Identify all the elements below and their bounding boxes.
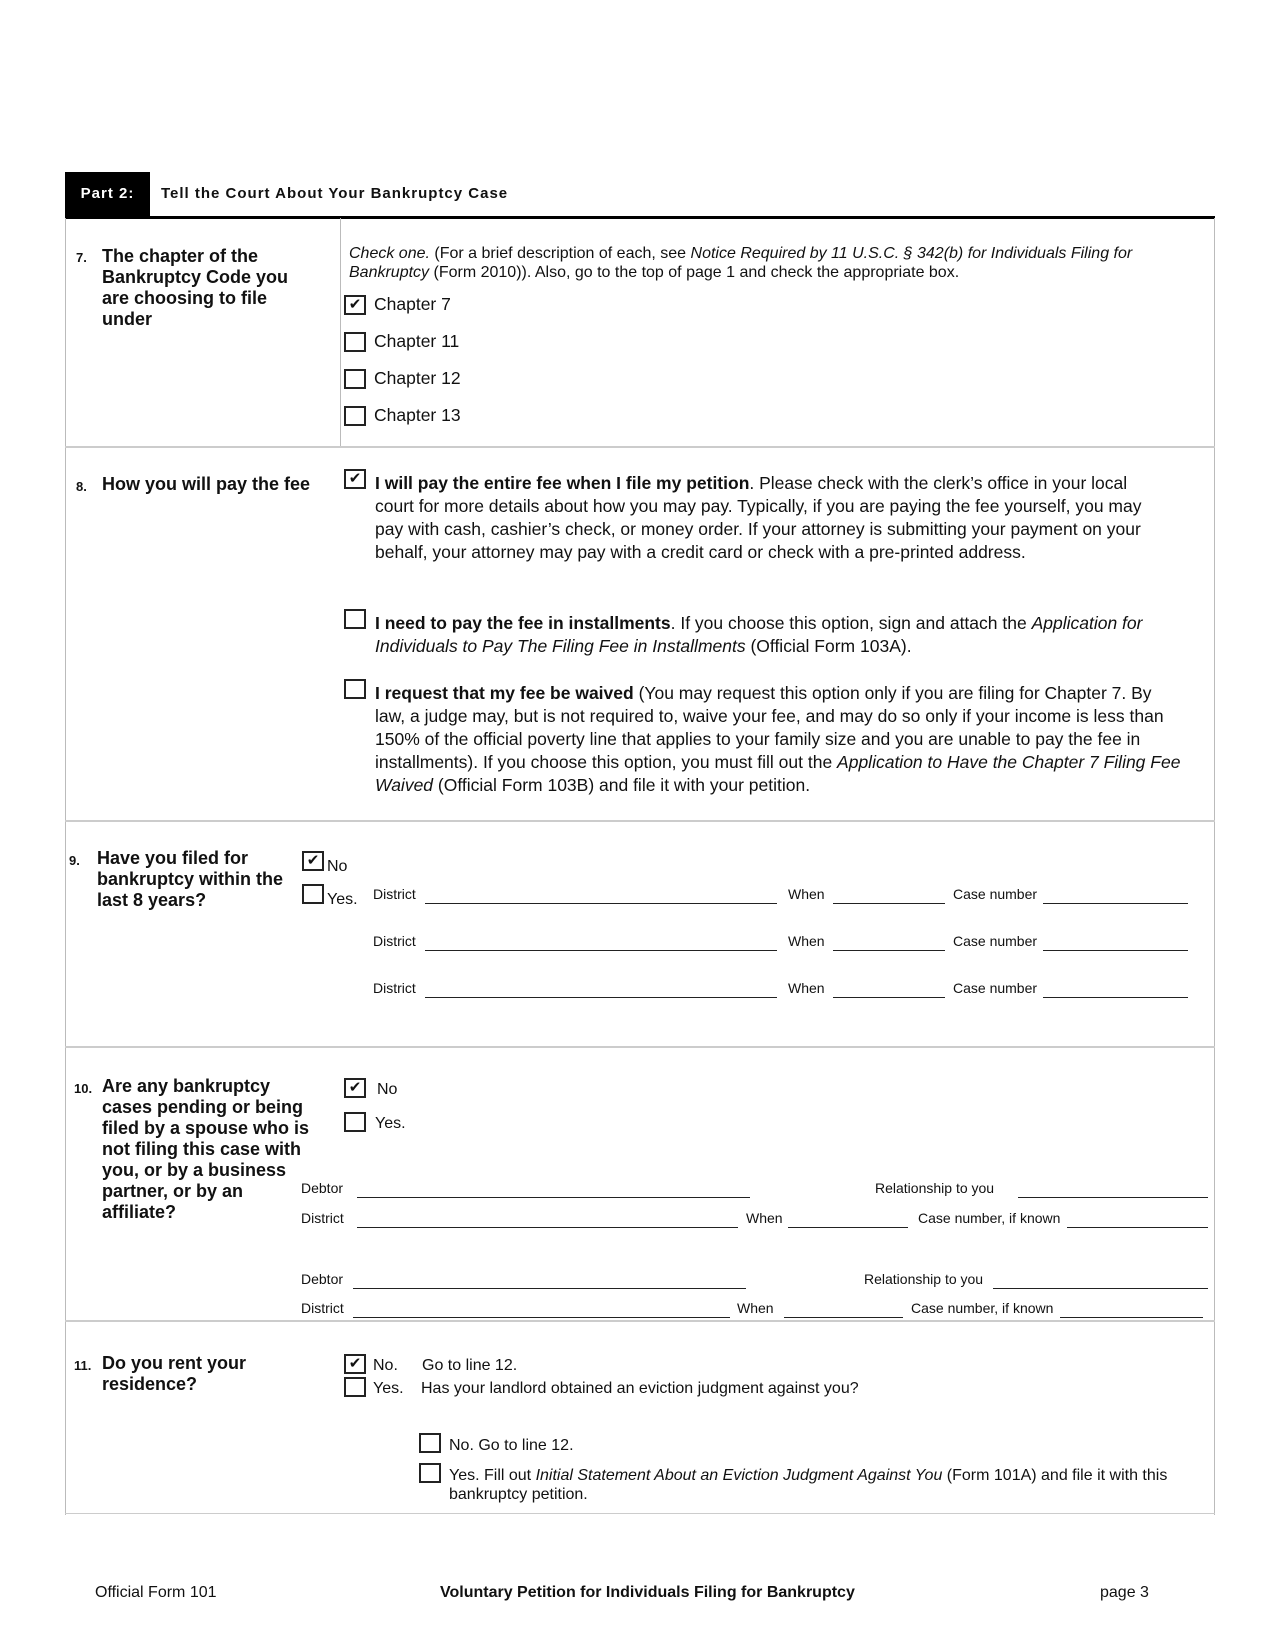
column-divider xyxy=(340,218,341,448)
part-label: Part 2: xyxy=(65,172,150,216)
eviction-no-label: No. Go to line 12. xyxy=(449,1437,574,1454)
chapter-13-label: Chapter 13 xyxy=(374,405,461,425)
pay-installments-text: I need to pay the fee in installments. If you choose this option, sign and attach the Application for Individuals to Pay The Filing Fee in Installments (Official Form 103A). xyxy=(375,613,1143,656)
fee-waived-text: I request that my fee be waived (You may request this option only if you are filing for Chapter 7. By law, a judge may, but is not required to, waive your fee, and may do so only if your income is less than 150% of the official poverty line that applies to your family size and you are unable to pay the fee in installments). If you choose this option, you must fill out the Application to Have the Chapter 7 Filing Fee Waived (Official Form 103B) and file it with your petition. xyxy=(375,683,1181,795)
part-header xyxy=(65,172,1215,219)
q9-district-label: District xyxy=(373,980,416,996)
q9-case-field[interactable] xyxy=(1043,996,1188,998)
chapter-12-checkbox[interactable] xyxy=(344,369,366,389)
q9-district-label: District xyxy=(373,933,416,949)
q9-no-checkbox[interactable]: ✔ xyxy=(302,851,324,871)
q10-relationship-field[interactable] xyxy=(993,1287,1208,1289)
q10-case-field[interactable] xyxy=(1060,1316,1203,1318)
section-divider xyxy=(65,1513,1215,1514)
pay-full-checkbox[interactable]: ✔ xyxy=(344,469,366,489)
q10-relationship-label: Relationship to you xyxy=(864,1271,984,1287)
q9-case-label: Case number xyxy=(953,980,1038,996)
q11-question: Do you rent your residence? xyxy=(102,1353,247,1394)
chapter-12-label: Chapter 12 xyxy=(374,368,461,388)
q10-when-label: When xyxy=(737,1300,774,1316)
q10-no-label: No xyxy=(377,1081,398,1098)
chapter-7-label: Chapter 7 xyxy=(374,294,451,314)
section-divider xyxy=(65,1046,1215,1048)
pay-full-text: I will pay the entire fee when I file my petition. Please check with the clerk’s office in your local court for more details about how you may pay. Typically, if you are paying the fee yourself, you may pay with cash, cashier’s check, or money order. If your attorney is submitting your payment on your behalf, your attorney may pay with a credit card or check with a pre-printed address. xyxy=(375,473,1142,562)
q9-when-label: When xyxy=(788,886,825,902)
q10-debtor-field[interactable] xyxy=(353,1287,746,1289)
q10-debtor-label: Debtor xyxy=(301,1271,344,1287)
q10-case-field[interactable] xyxy=(1067,1226,1208,1228)
q10-district-label: District xyxy=(301,1300,344,1316)
fee-waived-checkbox[interactable] xyxy=(344,679,366,699)
q11-no-goto: Go to line 12. xyxy=(422,1357,518,1374)
q10-when-label: When xyxy=(746,1210,783,1226)
eviction-yes-checkbox[interactable] xyxy=(419,1463,441,1483)
q9-yes-checkbox[interactable] xyxy=(302,884,324,904)
q9-when-label: When xyxy=(788,933,825,949)
q9-yes-label: Yes. xyxy=(327,891,358,908)
q7-number: 7. xyxy=(76,250,87,265)
q8-question: How you will pay the fee xyxy=(102,474,311,494)
q10-when-field[interactable] xyxy=(784,1316,903,1318)
eviction-no-checkbox[interactable] xyxy=(419,1433,441,1453)
q9-when-label: When xyxy=(788,980,825,996)
footer-form-name: Official Form 101 xyxy=(95,1584,217,1601)
q9-district-field[interactable] xyxy=(425,996,777,998)
section-divider xyxy=(65,820,1215,822)
chapter-11-checkbox[interactable] xyxy=(344,332,366,352)
q7-question: The chapter of the Bankruptcy Code you are choosing to file under xyxy=(102,246,289,329)
q10-debtor-field[interactable] xyxy=(357,1196,750,1198)
q9-case-field[interactable] xyxy=(1043,949,1188,951)
section-divider xyxy=(65,1320,1215,1322)
q9-district-field[interactable] xyxy=(425,902,777,904)
q10-debtor-label: Debtor xyxy=(301,1180,344,1196)
q9-when-field[interactable] xyxy=(833,949,945,951)
pay-installments-checkbox[interactable] xyxy=(344,609,366,629)
q10-district-field[interactable] xyxy=(353,1316,730,1318)
q9-question: Have you filed for bankruptcy within the last 8 years? xyxy=(97,848,284,910)
chapter-11-label: Chapter 11 xyxy=(374,331,460,351)
q9-case-label: Case number xyxy=(953,886,1038,902)
footer-page-number: page 3 xyxy=(1100,1584,1149,1601)
q8-number: 8. xyxy=(76,479,87,494)
check-one: Check one. xyxy=(349,245,430,262)
notice-reference: Notice Required by 11 U.S.C. § 342(b) for Individuals Filing for Bankruptcy xyxy=(349,245,1133,281)
q10-yes-label: Yes. xyxy=(375,1115,406,1132)
q10-relationship-field[interactable] xyxy=(1018,1196,1208,1198)
q11-yes-question: Has your landlord obtained an eviction judgment against you? xyxy=(421,1380,859,1397)
chapter-7-checkbox[interactable]: ✔ xyxy=(344,295,366,315)
q9-district-field[interactable] xyxy=(425,949,777,951)
q10-relationship-label: Relationship to you xyxy=(875,1180,995,1196)
eviction-yes-text: Yes. Fill out Initial Statement About an Eviction Judgment Against You (Form 101A) and file it with this bankruptcy petition. xyxy=(449,1467,1168,1503)
q9-district-label: District xyxy=(373,886,416,902)
footer-title: Voluntary Petition for Individuals Filing for Bankruptcy xyxy=(440,1584,855,1601)
q9-no-label: No xyxy=(327,858,348,875)
q10-district-label: District xyxy=(301,1210,344,1226)
q9-when-field[interactable] xyxy=(833,996,945,998)
q11-number: 11. xyxy=(74,1358,92,1373)
q10-case-label: Case number, if known xyxy=(918,1210,1061,1226)
q11-no-label: No. xyxy=(373,1357,398,1374)
q11-no-checkbox[interactable]: ✔ xyxy=(344,1354,366,1374)
q10-district-field[interactable] xyxy=(357,1226,738,1228)
chapter-13-checkbox[interactable] xyxy=(344,406,366,426)
q10-no-checkbox[interactable]: ✔ xyxy=(344,1078,366,1098)
q7-intro: Check one. (For a brief description of each, see Notice Required by 11 U.S.C. § 342(b) for Individuals Filing for Bankruptcy (Form 2010)). Also, go to the top of page 1 and check the appropriate box. xyxy=(349,245,1133,281)
q9-when-field[interactable] xyxy=(833,902,945,904)
part-title: Tell the Court About Your Bankruptcy Case xyxy=(161,185,509,202)
q10-yes-checkbox[interactable] xyxy=(344,1112,366,1132)
q9-number: 9. xyxy=(69,853,80,868)
q10-question: Are any bankruptcy cases pending or being filed by a spouse who is not filing this case with you, or by a business partner, or by an affiliate? xyxy=(102,1076,310,1222)
q9-case-field[interactable] xyxy=(1043,902,1188,904)
q11-yes-label: Yes. xyxy=(373,1380,404,1397)
q10-case-label: Case number, if known xyxy=(911,1300,1054,1316)
q9-case-label: Case number xyxy=(953,933,1038,949)
q10-when-field[interactable] xyxy=(788,1226,908,1228)
q10-number: 10. xyxy=(74,1081,93,1096)
section-divider xyxy=(65,446,1215,448)
q11-yes-checkbox[interactable] xyxy=(344,1377,366,1397)
